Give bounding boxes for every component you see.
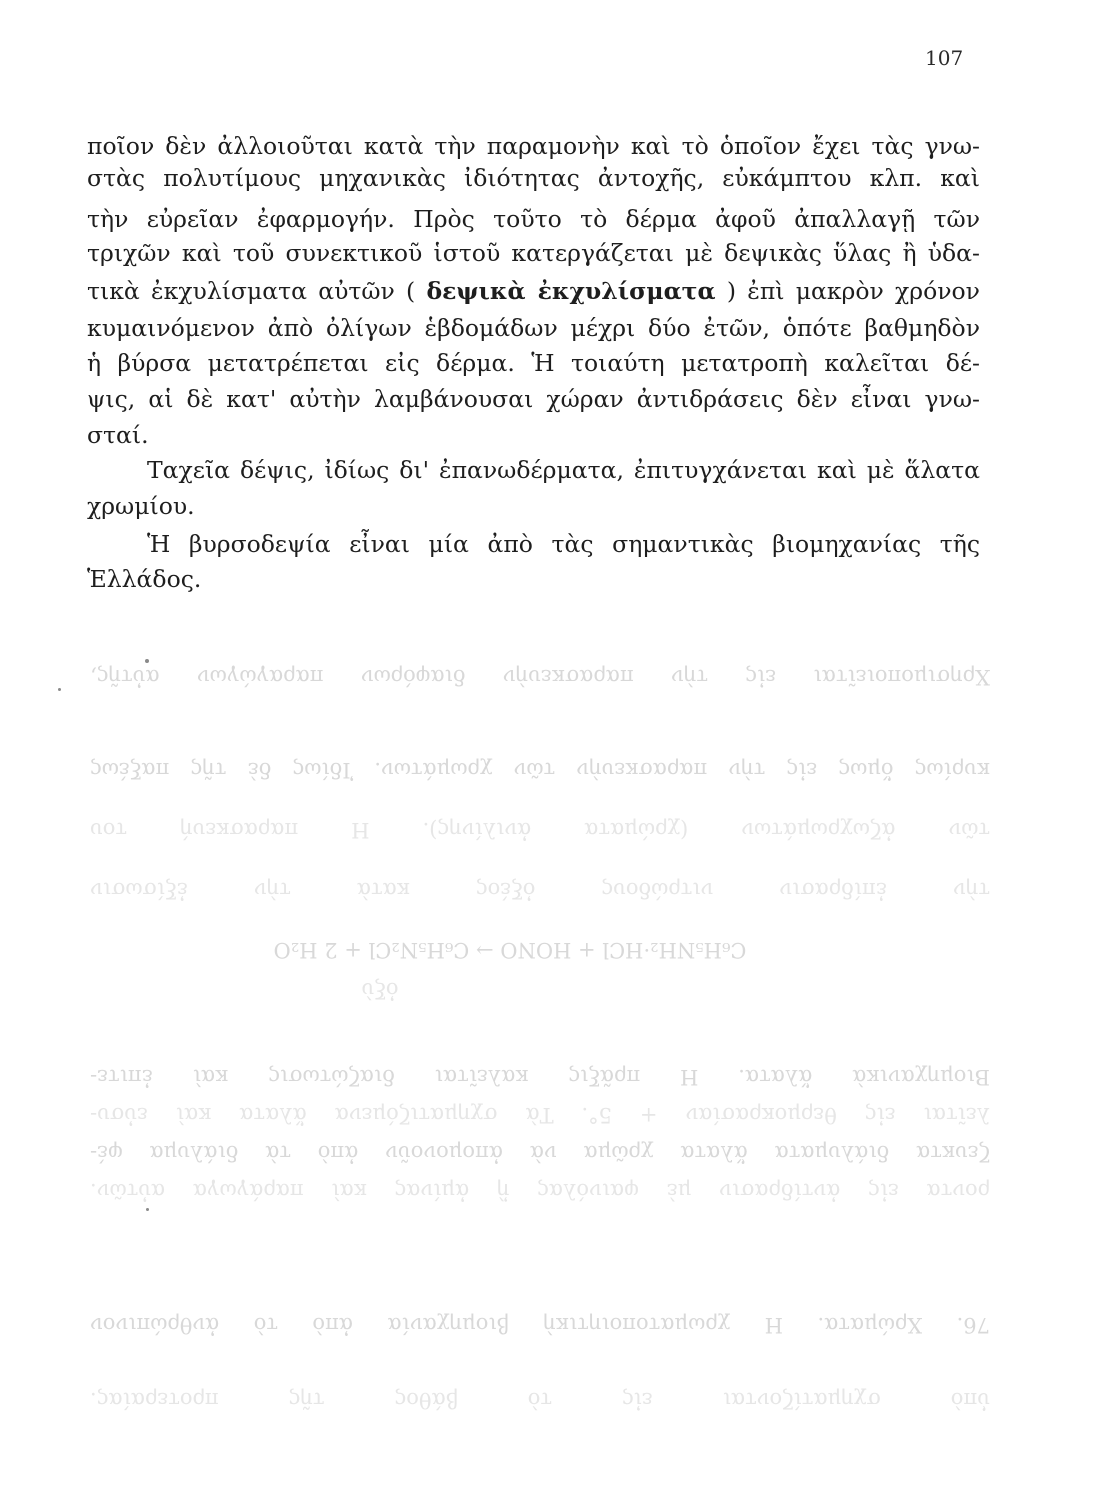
scan-speck: [146, 1208, 149, 1211]
show-through-line: Βιομηχανικὰ ἅλατα. Η πρᾶξις καλεῖται διαζώτωσις καὶ ἐπιτε-: [90, 1065, 990, 1089]
text-line: χρωμίου.: [87, 492, 195, 520]
show-through-line: λεῖται εἰς θερμοκρασίαν + 5°. Τὰ σχηματιζόμενα ἅλατα καὶ εὐσυ-: [90, 1103, 990, 1127]
show-through-line: ροντα εἰς ἀντίδρασιν μὲ φαινόλας ἢ ἀμίνας καὶ παράγωγα αὐτῶν.: [90, 1179, 990, 1203]
scan-speck: [58, 688, 61, 691]
text-line: τὴν εὐρεῖαν ἐφαρμογήν. Πρὸς τοῦτο τὸ δέρμα ἀφοῦ ἀπαλλαγῇ τῶν: [87, 205, 980, 233]
show-through-line: Χρησιμοποιεῖται εἰς τὴν παρασκευὴν διαφόρων παραγώγων αὐτῆς,: [90, 665, 990, 689]
text-line: Ἑλλάδος.: [87, 565, 202, 593]
show-through-line: 76. Χρώματα. Η χρωματοποιητικὴ βιομηχανία ἀπὸ τὸ ἀνθρώπινον: [90, 1313, 990, 1337]
show-through-line: τῶν ἀζωχρωμάτων (χρώματα ἀνιλίνης). Η παρασκευή του: [90, 818, 990, 842]
show-through-equation: C₆H₅NH₂·HCl + HONO → C₆H₅N₂Cl + 2 H₂O: [273, 938, 747, 962]
show-through-equation-note: ὀξὺ: [361, 978, 399, 1002]
text-line: ἡ βύρσα μετατρέπεται εἰς δέρμα. Ἡ τοιαύτη μετατροπὴ καλεῖται δέ-: [87, 349, 980, 377]
text-line: ψις, αἱ δὲ κατ' αὐτὴν λαμβάνουσαι χώραν ἀντιδράσεις δὲν εἶναι γνω-: [87, 385, 980, 413]
text-line: ποῖον δὲν ἀλλοιοῦται κατὰ τὴν παραμονὴν καὶ τὸ ὁποῖον ἔχει τὰς γνω-: [87, 132, 980, 160]
show-through-line: τὴν ἐπίδρασιν νιτρώδους ὀξέος κατὰ τὴν ἐξίσωσιν: [90, 878, 990, 902]
text-fragment: τικὰ ἐκχυλίσματα αὐτῶν (: [87, 277, 416, 305]
show-through-line: ὑπὸ σχηματίζονται εἰς τὸ βάθος τῆς προτεραίας.: [90, 1388, 990, 1412]
emphasized-term: δεψικὰ ἐκχυλίσματα: [426, 277, 716, 305]
text-line: σταί.: [87, 421, 149, 449]
text-line: στὰς πολυτίμους μηχανικὰς ἰδιότητας ἀντοχῆς, εὐκάμπτου κλπ. καὶ: [87, 164, 980, 192]
page-number: 107: [925, 46, 964, 70]
scan-speck: [145, 659, 149, 663]
text-line: τριχῶν καὶ τοῦ συνεκτικοῦ ἱστοῦ κατεργάζεται μὲ δεψικὰς ὕλας ἢ ὑδα-: [87, 239, 980, 267]
text-fragment: ) ἐπὶ μακρὸν χρόνον: [726, 277, 980, 305]
show-through-line: ζευκτα διάλυματα ἅλατα χρῶμα νὰ ἀπομονοῦν ἀπὸ τὰ διάλυμα φέ-: [90, 1141, 990, 1165]
show-through-line: κυρίως ὅμως εἰς τὴν παρασκευὴν τῶν χρωμάτων. Ἰδίως δὲ τῆς παξέως: [90, 758, 990, 782]
text-line: Ταχεῖα δέψις, ἰδίως δι' ἐπανωδέρματα, ἐπιτυγχάνεται καὶ μὲ ἅλατα: [147, 456, 980, 484]
text-line: κυμαινόμενον ἀπὸ ὀλίγων ἑβδομάδων μέχρι δύο ἐτῶν, ὁπότε βαθμηδὸν: [87, 314, 980, 342]
text-line: Ἡ βυρσοδεψία εἶναι μία ἀπὸ τὰς σημαντικὰς βιομηχανίας τῆς: [147, 530, 980, 558]
text-line: [87, 275, 980, 307]
